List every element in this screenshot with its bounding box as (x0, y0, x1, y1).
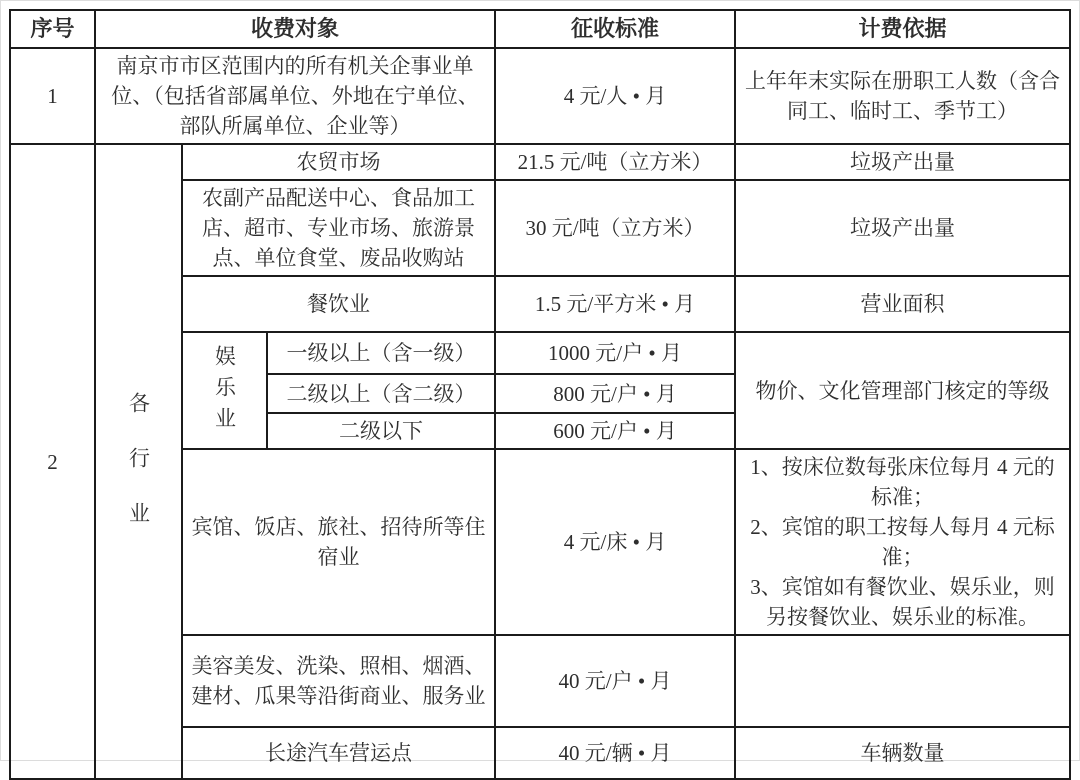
hotel-basis-line-3: 3、宾馆如有餐饮业、娱乐业，则另按餐饮业、娱乐业的标准。 (750, 575, 1055, 629)
food-distribution-object-cell: 农副产品配送中心、食品加工店、超市、专业市场、旅游景点、单位食堂、废品收购站 (182, 180, 495, 276)
hotel-object-cell: 宾馆、饭店、旅社、招待所等住宿业 (182, 449, 495, 635)
row1-object-cell: 南京市市区范围内的所有机关企事业单位、（包括省部属单位、外地在宁单位、部队所属单位、企业等） (95, 48, 495, 144)
entertainment-level1-standard-cell: 1000 元/户 • 月 (495, 332, 735, 374)
entertainment-basis-cell: 物价、文化管理部门核定的等级 (735, 332, 1070, 449)
row-1 (10, 48, 1070, 144)
farmers-market-standard-cell: 21.5 元/吨（立方米） (495, 144, 735, 180)
bus-station-basis-cell: 车辆数量 (735, 727, 1070, 779)
header-col-basis: 计费依据 (735, 10, 1070, 48)
entertainment-level2-standard-cell: 800 元/户 • 月 (495, 374, 735, 413)
entertainment-level1-name-cell: 一级以上（含一级） (267, 332, 495, 374)
catering-object-cell: 餐饮业 (182, 276, 495, 332)
bus-station-standard-cell: 40 元/辆 • 月 (495, 727, 735, 779)
food-distribution-basis-cell: 垃圾产出量 (735, 180, 1070, 276)
row1-standard-cell: 4 元/人 • 月 (495, 48, 735, 144)
street-business-basis-cell (735, 635, 1070, 727)
row1-no-cell: 1 (10, 48, 95, 144)
entertainment-level3-name-cell: 二级以下 (267, 413, 495, 449)
entertainment-level2-name-cell: 二级以上（含二级） (267, 374, 495, 413)
header-col-no: 序号 (10, 10, 95, 48)
entertainment-group-cell (182, 332, 267, 449)
street-business-standard-cell: 40 元/户 • 月 (495, 635, 735, 727)
fee-schedule-table (9, 9, 1071, 780)
hotel-basis-cell (735, 449, 1070, 635)
row2-no-cell: 2 (10, 144, 95, 779)
hotel-standard-cell: 4 元/床 • 月 (495, 449, 735, 635)
row1-basis-cell: 上年年末实际在册职工人数（含合同工、临时工、季节工） (735, 48, 1070, 144)
entertainment-vertical-label: 娱乐业 (212, 345, 237, 438)
farmers-market-basis-cell: 垃圾产出量 (735, 144, 1070, 180)
group-vertical-label: 各行业 (126, 392, 151, 557)
hotel-basis-line-1: 1、按床位数每张床位每月 4 元的标准； (750, 455, 1055, 509)
hotel-basis-line-2: 2、宾馆的职工按每人每月 4 元标准； (750, 515, 1055, 569)
row2-group-cell (95, 144, 182, 779)
entertainment-level3-standard-cell: 600 元/户 • 月 (495, 413, 735, 449)
street-business-object-cell: 美容美发、洗染、照相、烟酒、建材、瓜果等沿街商业、服务业 (182, 635, 495, 727)
catering-standard-cell: 1.5 元/平方米 • 月 (495, 276, 735, 332)
bus-station-object-cell: 长途汽车营运点 (182, 727, 495, 779)
catering-basis-cell: 营业面积 (735, 276, 1070, 332)
farmers-market-object-cell: 农贸市场 (182, 144, 495, 180)
row-farmers-market (10, 144, 1070, 180)
food-distribution-standard-cell: 30 元/吨（立方米） (495, 180, 735, 276)
header-col-object: 收费对象 (95, 10, 495, 48)
header-col-standard: 征收标准 (495, 10, 735, 48)
header-row (10, 10, 1070, 48)
